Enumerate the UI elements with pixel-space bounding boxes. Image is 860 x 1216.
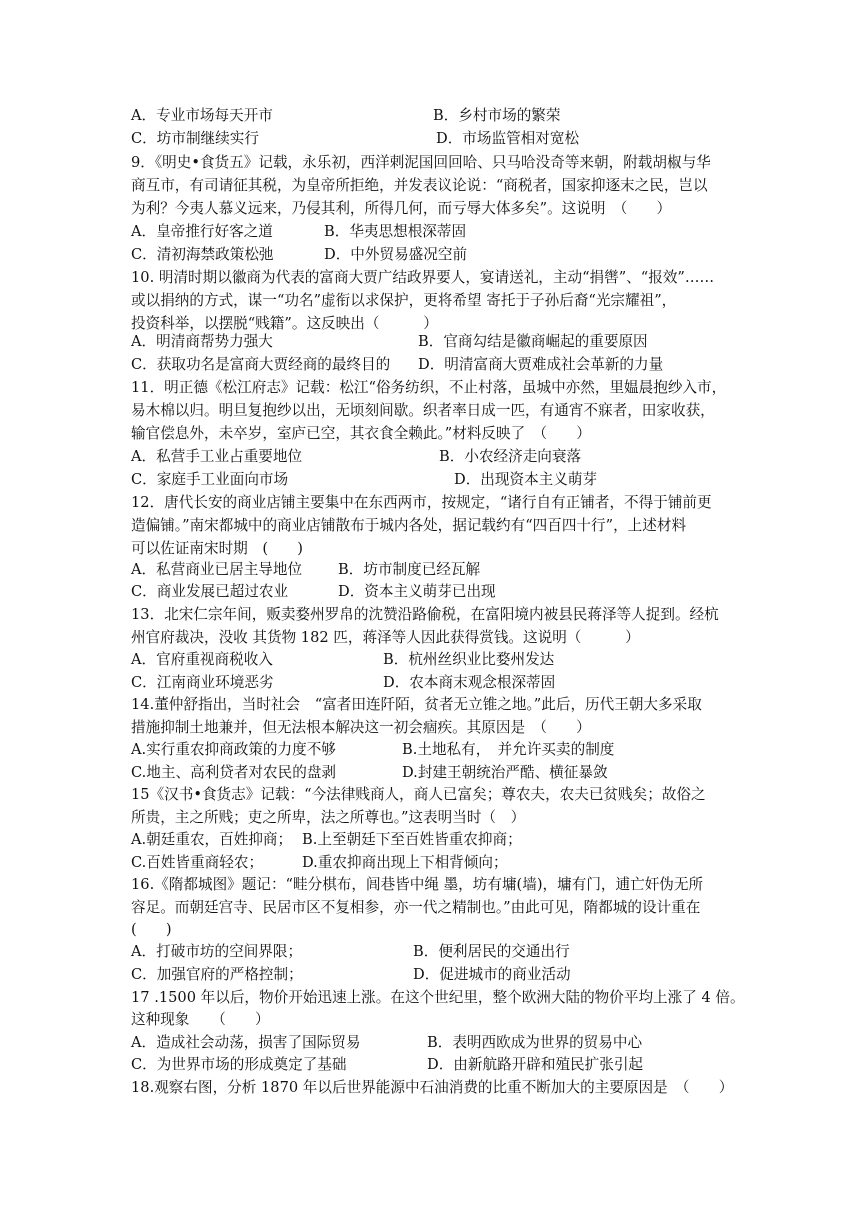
question-9-text: 9．《明史•食货五》记载，永乐初，西洋剌泥国回回哈、只马哈没奇等来朝，附载胡椒与华: [131, 154, 711, 171]
question-16-text: ( ): [131, 921, 172, 938]
option-row: [131, 648, 555, 671]
option-c: C．江南商业环境恶劣: [131, 674, 274, 691]
question-17-text: 这种现象 （ ）: [131, 1011, 270, 1028]
option-a: A.实行重农抑商政策的力度不够: [131, 741, 336, 758]
question-15-text: 所贵，主之所贱；吏之所卑，法之所尊也。”这表明当时（ ）: [131, 809, 526, 826]
option-row: [131, 445, 582, 468]
option-d: D．由新航路开辟和殖民扩张引起: [427, 1056, 644, 1073]
question-14-text: 措施抑制土地兼并，但无法根本解决这一初会痼疾。其原因是 （ ）: [131, 719, 591, 736]
question-12-text: 造偏铺。”南宋都城中的商业店铺散布于城内各处，据记载约有“四百四十行”，上述材料: [131, 517, 687, 534]
question-11-text: 输官偿息外，未卒岁，室庐已空，其衣食全赖此。”材料反映了 （ ）: [131, 425, 591, 442]
question-12-text: 12．唐代长安的商业店铺主要集中在东西两市，按规定，“诸行自有正铺者，不得于铺前更: [131, 494, 712, 511]
option-b: B.上至朝廷下至百姓皆重农抑商；: [302, 831, 522, 848]
option-d: D．促进城市的商业活动: [413, 966, 571, 983]
question-15-text: 15《汉书•食货志》记载：“今法律贱商人，商人已富矣；尊农夫，农夫已贫贱矣；故俗之: [131, 786, 706, 803]
option-b: B．小农经济走向衰落: [439, 448, 582, 465]
option-c: C．获取功名是富商大贾经商的最终目的: [131, 356, 391, 373]
option-row: [131, 828, 522, 851]
option-row: [131, 127, 580, 150]
option-row: [131, 761, 608, 784]
option-c: C．商业发展已超过农业: [131, 583, 289, 600]
option-row: [131, 243, 468, 266]
option-a: A．专业市场每天开市: [131, 107, 273, 124]
option-d: D．明清富商大贾难成社会革新的力量: [418, 356, 664, 373]
option-b: B．表明西欧成为世界的贸易中心: [427, 1034, 643, 1051]
question-10-text: 投资科举，以摆脱“贱籍”。这反映出（ ）: [131, 315, 438, 332]
option-row: [131, 558, 481, 581]
question-13-text: 13．北宋仁宗年间，贩卖婺州罗帛的沈赞沿路偷税，在富阳境内被县民蒋泽等人捉到。经杭: [131, 606, 719, 623]
option-row: [131, 468, 598, 491]
question-11-text: 11．明正德《松江府志》记载：松江“俗务纺织，不止村落，虽城中亦然，里媪晨抱纱入市，: [131, 379, 727, 396]
option-a: A．明清商帮势力强大: [131, 333, 273, 350]
option-b: B．坊市制度已经瓦解: [338, 561, 481, 578]
question-9-text: 商互市，有司请征其税，为皇帝所拒绝，并发表议论说：“商税者，国家抑逐末之民，岂以: [131, 177, 708, 194]
question-14-text: 14.董仲舒指出，当时社会 “富者田连阡陌，贫者无立锥之地。”此后，历代王朝大多采取: [131, 696, 702, 713]
option-b: B．便利居民的交通出行: [413, 943, 570, 960]
option-d: D.重农抑商出现上下相背倾向；: [302, 854, 508, 871]
question-16-text: 容足。而朝廷宫寺、民居市区不复相参，亦一代之精制也。”由此可见，隋都城的设计重在: [131, 899, 701, 916]
option-d: D．资本主义萌芽已出现: [338, 583, 496, 600]
option-b: B．官商勾结是徽商崛起的重要原因: [418, 333, 648, 350]
question-10-text: 10. 明清时期以徽商为代表的富商大贾广结政界要人，宴请送礼，主动“捐辔”、“报效”……: [131, 269, 715, 286]
option-d: D．农本商末观念根深蒂固: [383, 674, 556, 691]
option-row: [131, 1053, 644, 1076]
option-a: A．官府重视商税收入: [131, 651, 273, 668]
option-a: A．私营手工业占重要地位: [131, 448, 303, 465]
question-10-text: 或以捐纳的方式，谋一“功名”虚衔以求保护，更将希望 寄托于子孙后裔“光宗耀祖”，: [131, 292, 677, 309]
option-d: D．出现资本主义萌芽: [454, 471, 598, 488]
option-row: [131, 353, 664, 376]
question-11-text: 易木棉以归。明旦复抱纱以出，无顷刻间歇。织者率日成一匹，有通宵不寐者，田家收获，: [131, 402, 715, 419]
option-row: [131, 104, 561, 127]
question-17-text: 17 .1500 年以后，物价开始迅速上涨。在这个世纪里，整个欧洲大陆的物价平均上涨了 4 倍。: [131, 989, 745, 1006]
option-b: B．乡村市场的繁荣: [433, 107, 561, 124]
question-16-text: 16.《隋都城图》题记：“畦分棋布，闾巷皆中绳 墨，坊有墉(墙)，墉有门，逋亡奸伪无所: [131, 876, 704, 893]
question-13-text: 州官府裁决，没收 其货物 182 匹，蒋泽等人因此获得赏钱。这说明（ ）: [131, 629, 640, 646]
option-row: [131, 963, 571, 986]
option-b: B．杭州丝织业比婺州发达: [383, 651, 555, 668]
question-18-text: 18.观察右图，分析 1870 年以后世界能源中石油消费的比重不断加大的主要原因是 （ ）: [131, 1079, 734, 1096]
option-row: [131, 330, 648, 353]
question-12-text: 可以佐证南宋时期 ( ): [131, 540, 303, 557]
option-c: C．清初海禁政策松弛: [131, 246, 274, 263]
option-d: D．中外贸易盛况空前: [324, 246, 468, 263]
option-c: C.百姓皆重商轻农；: [131, 854, 264, 871]
option-a: A.朝廷重农，百姓抑商；: [131, 831, 293, 848]
option-b: B.土地私有， 并允许买卖的制度: [402, 741, 615, 758]
option-row: [131, 1031, 643, 1054]
option-c: C．坊市制继续实行: [131, 130, 259, 147]
option-c: C．加强官府的严格控制；: [131, 966, 303, 983]
question-9-text: 为利？今夷人慕义远来，乃侵其利，所得几何，而亏辱大体多矣”。这说明 （ ）: [131, 200, 672, 217]
option-a: A．造成社会动荡，损害了国际贸易: [131, 1034, 361, 1051]
option-row: [131, 940, 570, 963]
option-c: C．为世界市场的形成奠定了基础: [131, 1056, 347, 1073]
option-a: A．皇帝推行好客之道: [131, 223, 273, 240]
option-d: D.封建王朝统治严酷、横征暴敛: [402, 764, 608, 781]
option-b: B．华夷思想根深蒂固: [324, 223, 467, 240]
option-a: A．打破市坊的空间界限；: [131, 943, 303, 960]
option-row: [131, 580, 496, 603]
option-row: [131, 738, 615, 761]
option-c: C．家庭手工业面向市场: [131, 471, 289, 488]
option-c: C.地主、高利贷者对农民的盘剥: [131, 764, 337, 781]
option-a: A．私营商业已居主导地位: [131, 561, 303, 578]
option-row: [131, 671, 556, 694]
option-row: [131, 220, 467, 243]
option-row: [131, 851, 508, 874]
option-d: D．市场监管相对宽松: [436, 130, 580, 147]
